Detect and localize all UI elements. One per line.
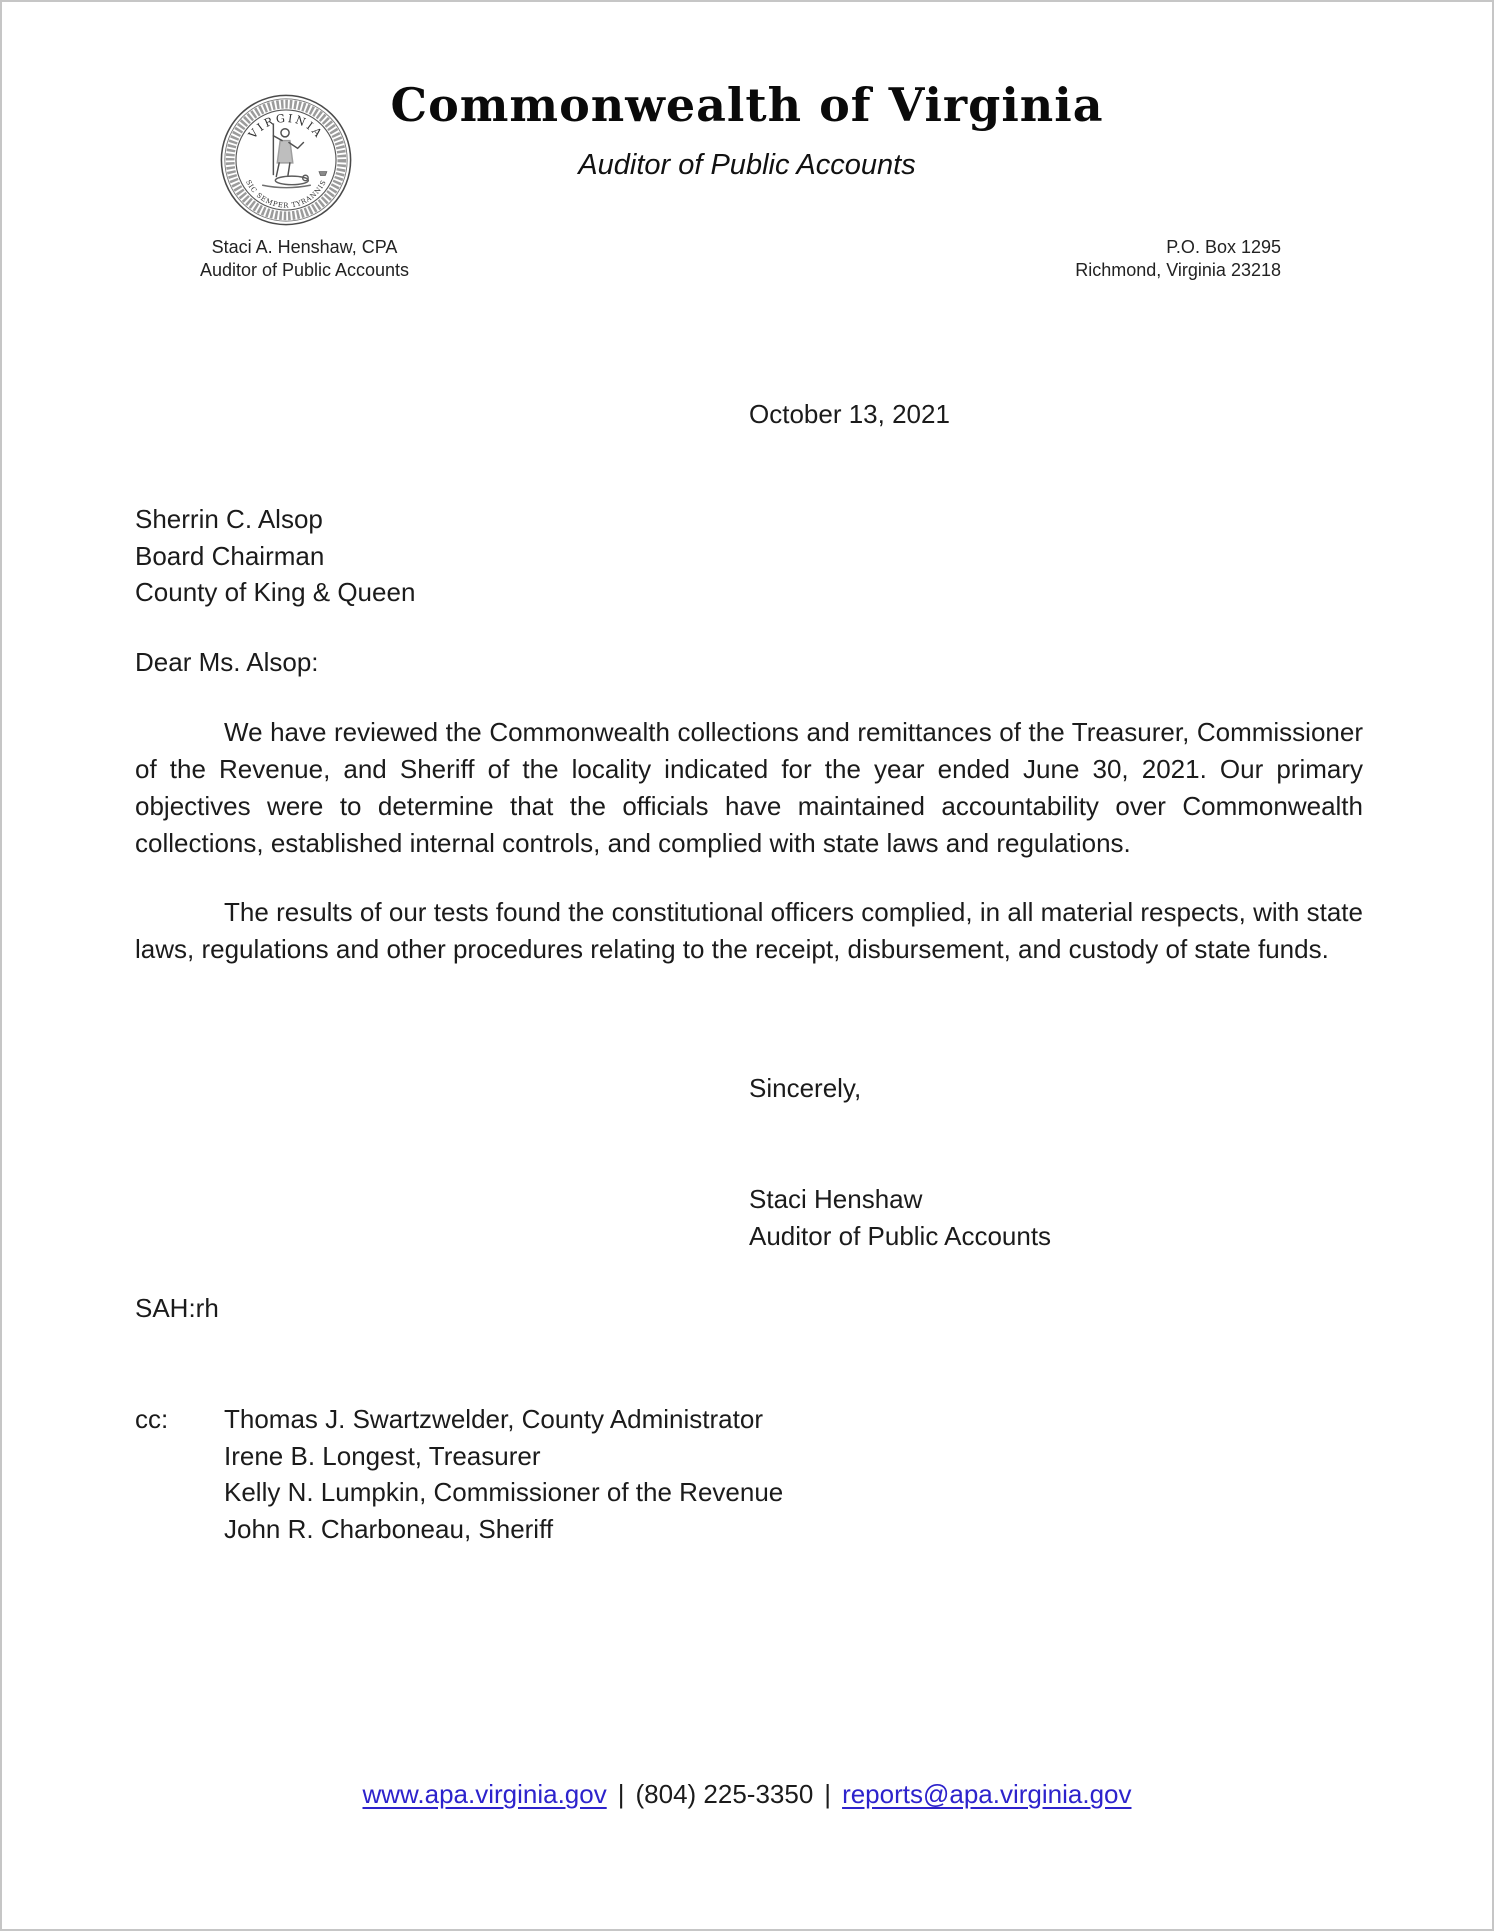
cc-name-3: Kelly N. Lumpkin, Commissioner of the Revenue xyxy=(224,1477,784,1507)
official-block xyxy=(157,236,452,282)
footer xyxy=(2,1779,1492,1810)
recipient-name: Sherrin C. Alsop xyxy=(135,504,323,534)
signature-block xyxy=(749,1181,1051,1255)
cc-label: cc: xyxy=(135,1404,169,1434)
letter-date: October 13, 2021 xyxy=(749,399,950,429)
org-title: Commonwealth of Virginia xyxy=(390,78,1104,132)
official-name: Staci A. Henshaw, CPA xyxy=(211,237,398,257)
salutation: Dear Ms. Alsop: xyxy=(135,647,319,677)
seal-top-text: VIRGINIA xyxy=(246,111,326,142)
recipient-title: Board Chairman xyxy=(135,540,325,571)
footer-website-link[interactable]: www.apa.virginia.gov xyxy=(362,1779,607,1809)
recipient-block xyxy=(135,501,415,611)
cc-names xyxy=(224,1401,783,1547)
body-paragraph-2: The results of our tests found the constitutional officers complied, in all material respects, with state laws, regulations and other procedures relating to the receipt, disbursement, and custody of state funds. xyxy=(135,897,1363,964)
cc-block xyxy=(135,1401,783,1547)
address-line-1: P.O. Box 1295 xyxy=(1166,237,1281,257)
seal-bottom-text: SIC SEMPER TYRANNIS xyxy=(244,178,328,210)
signature-name: Staci Henshaw xyxy=(749,1184,923,1214)
org-subtitle: Auditor of Public Accounts xyxy=(578,149,916,181)
letter-body xyxy=(135,714,1363,1000)
footer-separator-2: | xyxy=(824,1779,832,1809)
body-paragraph-1: We have reviewed the Commonwealth collections and remittances of the Treasurer, Commissioner of the Revenue, and Sheriff of the locality indicated for the year ended June 30, 2021. Our primary objectives were to determine that the officials have maintained accountability over Commonwealth collections, established internal controls, and complied with state laws and regulations. xyxy=(135,717,1363,858)
address-line-2: Richmond, Virginia 23218 xyxy=(1075,260,1281,280)
footer-email-link[interactable]: reports@apa.virginia.gov xyxy=(842,1779,1132,1809)
cc-name-2: Irene B. Longest, Treasurer xyxy=(224,1440,541,1471)
official-title: Auditor of Public Accounts xyxy=(199,260,410,280)
signature-title: Auditor of Public Accounts xyxy=(749,1221,1052,1251)
recipient-locality: County of King & Queen xyxy=(135,577,416,607)
cc-name-4: John R. Charboneau, Sheriff xyxy=(224,1513,554,1544)
closing: Sincerely, xyxy=(749,1073,862,1103)
cc-name-1: Thomas J. Swartzwelder, County Administrator xyxy=(224,1404,763,1434)
footer-phone: (804) 225-3350 xyxy=(635,1779,814,1809)
footer-separator-1: | xyxy=(617,1779,625,1809)
address-block xyxy=(1075,236,1281,282)
reference-initials: SAH:rh xyxy=(135,1293,219,1323)
